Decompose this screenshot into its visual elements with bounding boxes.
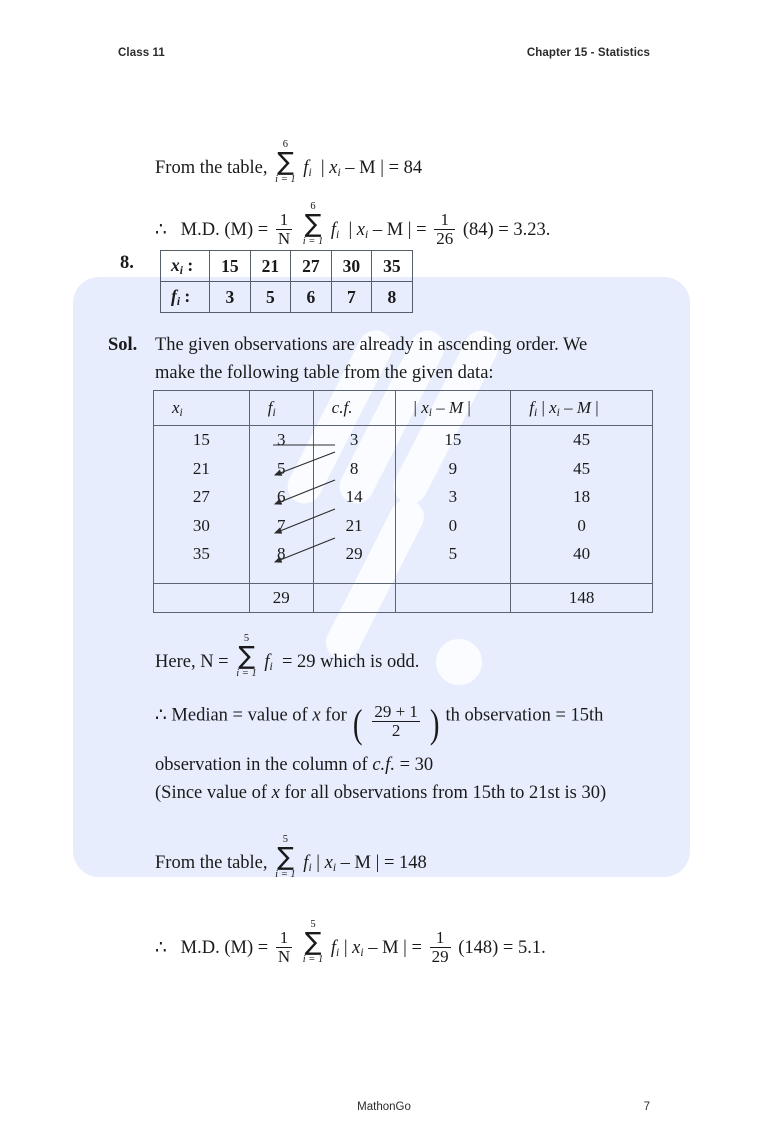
prev-from-table-lead: From the table, — [155, 158, 268, 178]
here-n-tail: = 29 which is odd. — [281, 652, 420, 672]
cell-abs: 9 — [395, 455, 511, 484]
cell-cf: 14 — [313, 483, 395, 512]
summation-symbol: 6 ∑ i = 1 — [302, 201, 324, 247]
cell-x: 21 — [154, 455, 250, 484]
prev-term-f: f — [303, 158, 309, 178]
cell-x-4: 35 — [372, 251, 413, 282]
table-row — [154, 512, 653, 541]
col-header-cf: c.f. — [313, 391, 395, 426]
prev-md-result: 3.23. — [513, 220, 551, 240]
cell-cf: 29 — [313, 540, 395, 583]
table-row — [154, 426, 653, 455]
cell-f: 5 — [249, 455, 313, 484]
cell-cf: 21 — [313, 512, 395, 541]
table-row-x — [161, 251, 413, 282]
row-label-x: $x_i$ : — [161, 251, 210, 282]
cell-prod: 40 — [511, 540, 653, 583]
table-header-row — [154, 391, 653, 426]
table-row — [154, 540, 653, 583]
cell-f-0: 3 — [210, 282, 251, 313]
total-x — [154, 583, 250, 612]
from-table-line: From the table, 5 ∑ i = 1 $f_i$ | $x_i$ – M | = 148 — [155, 834, 427, 880]
table-row — [154, 455, 653, 484]
cell-abs: 15 — [395, 426, 511, 455]
cell-x-1: 21 — [250, 251, 291, 282]
footer-brand: MathonGo — [357, 1101, 411, 1113]
summation-symbol: 5 ∑ i = 1 — [302, 919, 324, 965]
cell-x-3: 30 — [331, 251, 372, 282]
table-totals-row — [154, 583, 653, 612]
solution-tag: Sol. — [108, 335, 138, 355]
cell-abs: 3 — [395, 483, 511, 512]
col-header-fi: $f_i$ — [249, 391, 313, 426]
cell-x: 27 — [154, 483, 250, 512]
col-header-abs-dev: | $x_i$ – M | — [395, 391, 511, 426]
median-note-line: (Since value of x for all observations from 15th to 21st is 30) — [155, 783, 607, 803]
fraction-one-over-26: $\frac{1}{26}$ — [436, 209, 454, 248]
cell-f-2: 6 — [291, 282, 332, 313]
total-prod: 148 — [511, 583, 653, 612]
cell-abs: 0 — [395, 512, 511, 541]
cell-f: 8 — [249, 540, 313, 583]
final-md-label: M.D. (M) — [180, 938, 254, 958]
total-cf — [313, 583, 395, 612]
question-data-table — [160, 250, 413, 313]
table-row-f — [161, 282, 413, 313]
cell-prod: 18 — [511, 483, 653, 512]
question-number: 8. — [120, 253, 134, 273]
total-f: 29 — [249, 583, 313, 612]
summation-symbol: 5 ∑ i = 1 — [236, 633, 257, 679]
total-abs — [395, 583, 511, 612]
here-n-line: Here, N = 5 ∑ i = 1 $f_i = 29$ which is odd. — [155, 633, 420, 679]
prev-sum-value: 84 — [403, 158, 423, 178]
cell-prod: 0 — [511, 512, 653, 541]
cell-f-1: 5 — [250, 282, 291, 313]
cell-prod: 45 — [511, 426, 653, 455]
cell-x: 35 — [154, 540, 250, 583]
cell-f-3: 7 — [331, 282, 372, 313]
solution-intro-line-2: make the following table from the given data: — [155, 363, 494, 383]
cell-f: 6 — [249, 483, 313, 512]
grouped-fraction: ( $\frac{29 + 1}{2}$ ) — [353, 701, 440, 747]
page-header — [118, 47, 650, 59]
final-md-result: 5.1. — [517, 938, 546, 958]
cell-x: 15 — [154, 426, 250, 455]
col-header-xi: $x_i$ — [154, 391, 250, 426]
cell-x: 30 — [154, 512, 250, 541]
cell-f: 3 — [249, 426, 313, 455]
from-table-value: 148 — [399, 853, 427, 873]
cell-abs: 5 — [395, 540, 511, 583]
table-row — [154, 483, 653, 512]
header-chapter-label: Chapter 15 - Statistics — [526, 47, 650, 59]
cell-cf: 3 — [313, 426, 395, 455]
cell-cf: 8 — [313, 455, 395, 484]
cell-f-4: 8 — [372, 282, 413, 313]
cell-x-0: 15 — [210, 251, 251, 282]
prev-md-label: M.D. (M) — [180, 220, 254, 240]
solution-intro-line-1: The given observations are already in ascending order. We — [155, 335, 588, 355]
final-md-line: ∴ M.D. (M) = $\frac{1}{N}$ 5 ∑ i = 1 $f_i$ | $x_i$ – M | = $\frac{1}{29}$ (148) = 5.1. — [155, 919, 546, 966]
header-class-label: Class 11 — [118, 47, 165, 59]
prev-md-line: ∴ M.D. (M) = $\frac{1}{N}$ 6 ∑ i = 1 $f_i$ | $x_i$ – M | = $\frac{1}{26}$ (84) = 3.23. — [155, 201, 551, 248]
cell-prod: 45 — [511, 455, 653, 484]
summation-symbol: 6 ∑ i = 1 — [275, 139, 296, 185]
median-line-2: observation in the column of c.f. = 30 — [155, 755, 434, 775]
cell-f: 7 — [249, 512, 313, 541]
prev-from-table-line: From the table, 6 ∑ i = 1 $f_i$ | $x_i$ – M | = 84 — [155, 139, 423, 185]
cell-x-2: 27 — [291, 251, 332, 282]
solution-working-table — [153, 390, 653, 613]
row-label-f: $f_i$ : — [161, 282, 210, 313]
table-body — [154, 426, 653, 613]
col-header-weighted-dev: $f_i$ | $x_i$ – M | — [511, 391, 653, 426]
summation-symbol: 5 ∑ i = 1 — [275, 834, 296, 880]
footer-page-number: 7 — [643, 1101, 650, 1113]
fraction-one-over-n: $\frac{1}{N}$ — [277, 209, 291, 248]
fraction-one-over-29: $\frac{1}{29}$ — [431, 927, 449, 966]
fraction-one-over-n: $\frac{1}{N}$ — [277, 927, 291, 966]
median-line: ∴ Median = value of x for ( $\frac{29 + 1}{2}$ ) th observation = 15th — [155, 701, 604, 747]
